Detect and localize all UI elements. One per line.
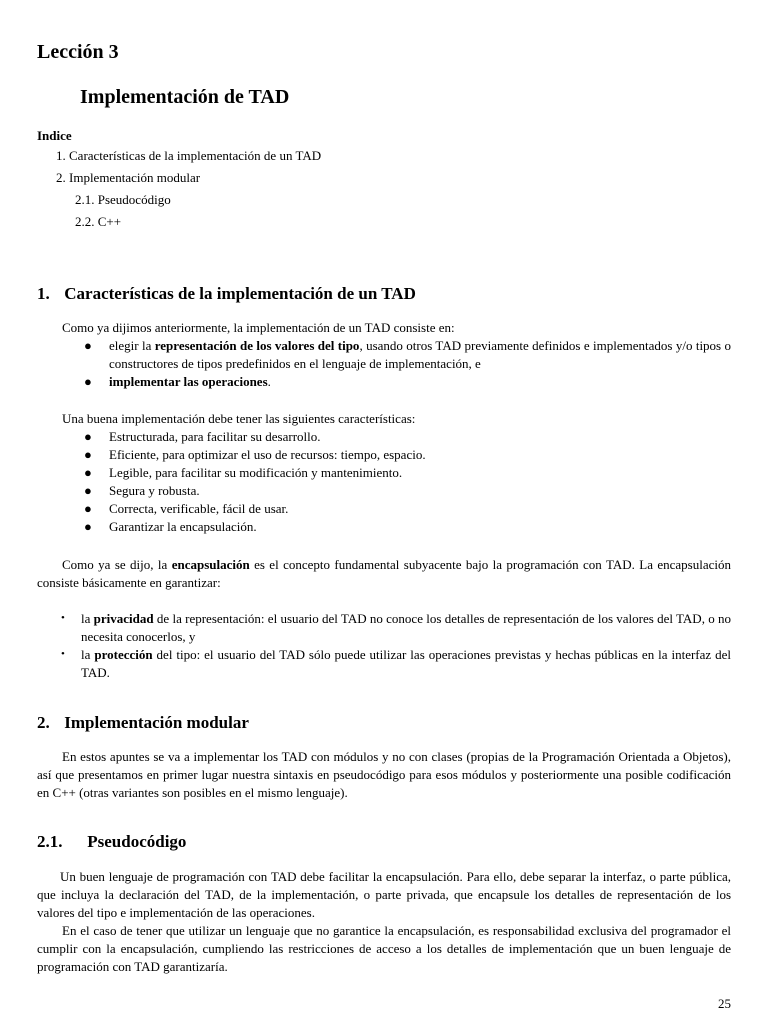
bullet-icon: ● [84,374,92,389]
encapsulation-list-block [37,610,731,682]
paragraph: En el caso de tener que utilizar un lenguaje que no garantice la encapsulación, es responsabilidad exclusiva del programador el cumplir con la encapsulación, cumpliendo las restricciones de acceso a los detalles de implementación que un buen lenguaje de programación con TAD garantizaría. [37,923,731,974]
paragraph: En estos apuntes se va a implementar los TAD con módulos y no con clases (propias de la Programación Orientada a Objetos), así que presentamos en primer lugar nuestra sintaxis en pseudocódigo para esos módulos y posteriormente una posible codificación en C++ (otras variantes son posibles en el mismo lenguaje). [37,749,731,800]
toc-heading: Indice [37,128,72,143]
bullet-icon: ● [84,483,92,498]
paragraph: Una buena implementación debe tener las siguientes características: [62,411,416,426]
bullet-icon: ● [84,447,92,462]
section-title: Implementación modular [64,713,249,732]
toc-item: 1. Características de la implementación de un TAD [56,148,322,163]
section-heading [37,831,186,853]
section-number: 2. [37,713,50,732]
bold-text: protección [94,647,153,662]
list-item: ● Eficiente, para optimizar el uso de recursos: tiempo, espacio. [84,447,426,462]
section-heading [37,712,249,734]
bullet-icon: ● [84,519,92,534]
section-title: Pseudocódigo [87,832,187,851]
section-title: Características de la implementación de un TAD [64,284,416,303]
bullet-icon: • [61,648,65,660]
bold-text: privacidad [93,611,154,626]
section-2-1-body [37,868,731,976]
list-item: • la protección del tipo: el usuario del TAD sólo puede utilizar las operaciones previstas y hechas públicas en la interfaz del TAD. [61,647,731,680]
toc-item: 2. Implementación modular [56,170,201,185]
bold-text: implementar las operaciones [109,374,268,389]
section-number: 1. [37,284,50,303]
bullet-icon: ● [84,338,92,353]
features-block [37,410,731,536]
section-1-body [37,319,731,391]
lesson-heading: Lección 3 [37,41,119,63]
bullet-icon: ● [84,465,92,480]
features-list [37,428,731,536]
bullet-list [37,337,731,391]
section-heading [37,283,416,305]
page-number: 25 [718,996,731,1011]
document-title: Implementación de TAD [80,86,290,108]
paragraph: Como ya dijimos anteriormente, la implementación de un TAD consiste en: [62,320,455,335]
encapsulation-paragraph [37,556,731,592]
bullet-list [37,610,731,682]
list-item: ● Garantizar la encapsulación. [84,519,257,534]
toc-item: 2.2. C++ [75,214,122,229]
section-number: 2.1. [37,832,63,851]
list-item: ● Legible, para facilitar su modificación y mantenimiento. [84,465,403,480]
bullet-icon: ● [84,501,92,516]
section-2-body [37,748,731,802]
bullet-icon: ● [84,429,92,444]
bullet-icon: • [61,612,65,624]
list-item: ● Correcta, verificable, fácil de usar. [84,501,289,516]
toc-item: 2.1. Pseudocódigo [75,192,171,207]
list-item: ● Estructurada, para facilitar su desarrollo. [84,429,321,444]
bold-text: encapsulación [171,557,250,572]
list-item: ● Segura y robusta. [84,483,200,498]
list-item: • la privacidad de la representación: el usuario del TAD no conoce los detalles de representación de los valores del TAD, o no necesita conocerlos, y [61,611,731,644]
list-item: ● implementar las operaciones. [84,374,271,389]
list-item: ● elegir la representación de los valores del tipo, usando otros TAD previamente definidos e implementados y/o tipos o constructores de tipos predefinidos en el lenguaje de implementación, e [84,338,731,371]
table-of-contents [37,127,731,235]
paragraph: Un buen lenguaje de programación con TAD debe facilitar la encapsulación. Para ello, debe separar la interfaz, o parte pública, que incluya la declaración del TAD, de la implementación, o parte privada, que encapsule los detalles de representación de los valores del tipo e implementación de las operaciones. [37,869,731,920]
paragraph: Como ya se dijo, la encapsulación es el concepto fundamental subyacente bajo la programación con TAD. La encapsulación consiste básicamente en garantizar: [37,557,731,590]
bold-text: representación de los valores del tipo [154,338,360,353]
